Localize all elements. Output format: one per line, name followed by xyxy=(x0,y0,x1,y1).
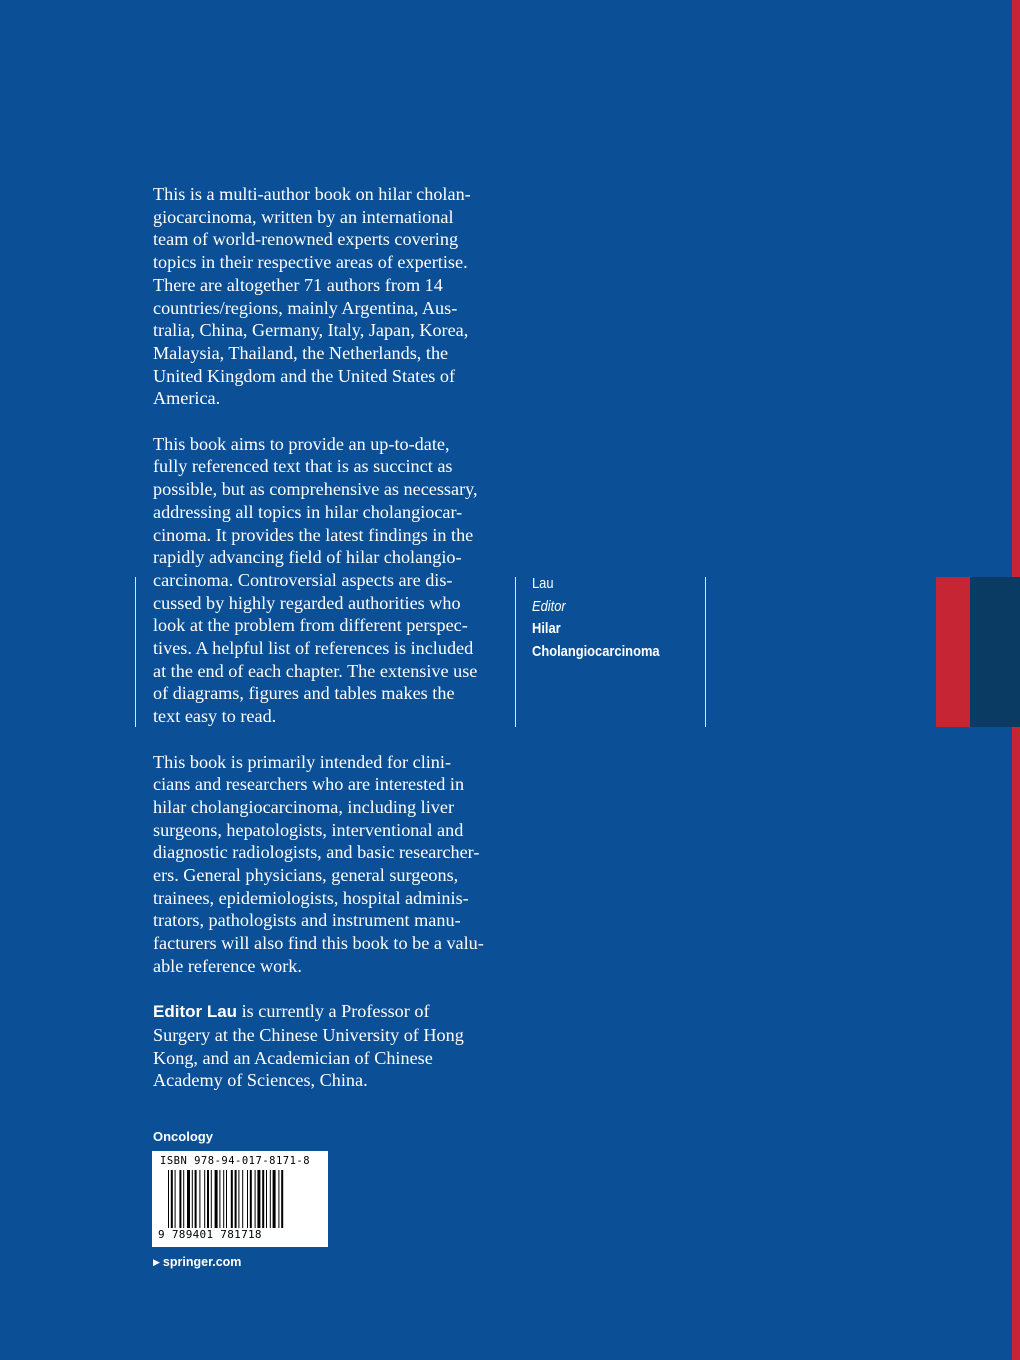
series-color-navy xyxy=(970,577,1020,727)
spine-role: Editor xyxy=(532,597,566,615)
subject-category: Oncology xyxy=(153,1129,213,1144)
barcode-bar xyxy=(266,1170,267,1228)
barcode-bar xyxy=(199,1170,200,1228)
isbn-label: ISBN 978-94-017-8171-8 xyxy=(160,1155,311,1167)
barcode-bar xyxy=(255,1170,256,1228)
description-line: topics in their respective areas of expertise. xyxy=(153,252,468,273)
divider-middle xyxy=(515,577,516,727)
description-paragraph-2 xyxy=(153,433,503,728)
description-line: This book is primarily intended for clini- xyxy=(153,751,452,772)
description-line: tralia, China, Germany, Italy, Japan, Korea, xyxy=(153,320,469,341)
description-line: addressing all topics in hilar cholangiocar- xyxy=(153,501,463,522)
description-line: ers. General physicians, general surgeons, xyxy=(153,865,459,886)
description-line: team of world-renowned experts covering xyxy=(153,229,459,250)
description-line: trators, pathologists and instrument manu- xyxy=(153,910,461,931)
description-line: cussed by highly regarded authorities who xyxy=(153,592,461,613)
description-line: diagnostic radiologists, and basic researcher- xyxy=(153,842,480,863)
editor-name: Editor Lau xyxy=(153,1002,238,1022)
barcode-bar xyxy=(187,1170,190,1228)
divider-left xyxy=(135,577,136,727)
description-line: possible, but as comprehensive as necessary, xyxy=(153,479,478,500)
description-line: There are altogether 71 authors from 14 xyxy=(153,274,443,295)
description-line: facturers will also find this book to be a valu- xyxy=(153,933,484,954)
arrow-right-icon: ▶ xyxy=(153,1256,160,1267)
description-line: able reference work. xyxy=(153,955,302,976)
description-line: look at the problem from different perspec- xyxy=(153,615,468,636)
barcode-bar xyxy=(223,1170,224,1228)
barcode-bar xyxy=(183,1170,184,1228)
description-line: America. xyxy=(153,388,221,409)
publisher-website[interactable] xyxy=(153,1255,241,1269)
barcode-bar xyxy=(235,1170,237,1228)
description-line: trainees, epidemiologists, hospital adminis- xyxy=(153,887,469,908)
barcode-bar xyxy=(211,1170,212,1228)
series-color-block xyxy=(936,577,1020,727)
barcode-bar xyxy=(238,1170,239,1228)
barcode-bar xyxy=(179,1170,181,1228)
isbn-barcode xyxy=(152,1151,328,1247)
editor-bio-line: Academy of Sciences, China. xyxy=(153,1070,368,1091)
barcode-bar xyxy=(278,1170,279,1228)
description-line: cians and researchers who are interested in xyxy=(153,774,465,795)
barcode-bar xyxy=(215,1170,218,1228)
description-paragraph-3 xyxy=(153,751,503,978)
description-line: This is a multi-author book on hilar cholan- xyxy=(153,184,471,204)
description-line: countries/regions, mainly Argentina, Aus- xyxy=(153,297,458,318)
barcode-bar xyxy=(257,1170,260,1228)
barcode-bar xyxy=(242,1170,243,1228)
barcode-bar xyxy=(231,1170,233,1228)
description-paragraph-1 xyxy=(153,183,503,410)
barcode-bar xyxy=(247,1170,248,1228)
barcode-bar xyxy=(171,1170,173,1228)
barcode-bar xyxy=(168,1170,169,1228)
book-description xyxy=(153,183,503,1115)
description-line: United Kingdom and the United States of xyxy=(153,365,456,386)
barcode-bar xyxy=(281,1170,283,1228)
barcode-bar xyxy=(207,1170,209,1228)
description-line: rapidly advancing field of hilar cholangio- xyxy=(153,547,462,568)
description-line: text easy to read. xyxy=(153,706,277,727)
spine-title-block xyxy=(532,573,702,663)
description-line: tives. A helpful list of references is included xyxy=(153,638,474,659)
spine-title-line-2: Cholangiocarcinoma xyxy=(532,642,660,660)
divider-right xyxy=(705,577,706,727)
description-line: of diagrams, figures and tables makes the xyxy=(153,683,455,704)
description-line: hilar cholangiocarcinoma, including liver xyxy=(153,796,454,817)
barcode-bar xyxy=(270,1170,271,1228)
description-line: at the end of each chapter. The extensive use xyxy=(153,660,478,681)
series-color-red xyxy=(936,577,970,727)
editor-bio-first-line: is currently a Professor of xyxy=(237,1001,430,1022)
barcode-bar xyxy=(219,1170,220,1228)
description-line: surgeons, hepatologists, interventional and xyxy=(153,819,464,840)
spine-author: Lau xyxy=(532,575,554,592)
barcode-bars xyxy=(168,1170,314,1228)
description-line: carcinoma. Controversial aspects are dis- xyxy=(153,569,453,590)
barcode-bar xyxy=(226,1170,227,1228)
description-line: This book aims to provide an up-to-date, xyxy=(153,433,450,454)
description-line: giocarcinoma, written by an international xyxy=(153,206,454,227)
description-line: fully referenced text that is as succinct as xyxy=(153,456,453,477)
barcode-bar xyxy=(273,1170,276,1228)
spine-title-line-1: Hilar xyxy=(532,620,561,637)
barcode-digits: 9 789401 781718 xyxy=(158,1228,262,1241)
description-line: cinoma. It provides the latest findings in the xyxy=(153,524,474,545)
barcode-bar xyxy=(192,1170,193,1228)
barcode-bar xyxy=(204,1170,205,1228)
barcode-bar xyxy=(175,1170,176,1228)
barcode-bar xyxy=(250,1170,252,1228)
editor-bio xyxy=(153,1000,503,1092)
barcode-bar xyxy=(262,1170,264,1228)
description-line: Malaysia, Thailand, the Netherlands, the xyxy=(153,342,449,363)
editor-bio-line: Surgery at the Chinese University of Hong xyxy=(153,1024,464,1045)
editor-bio-line: Kong, and an Academician of Chinese xyxy=(153,1047,433,1068)
barcode-bar xyxy=(195,1170,197,1228)
website-label: springer.com xyxy=(162,1255,242,1269)
